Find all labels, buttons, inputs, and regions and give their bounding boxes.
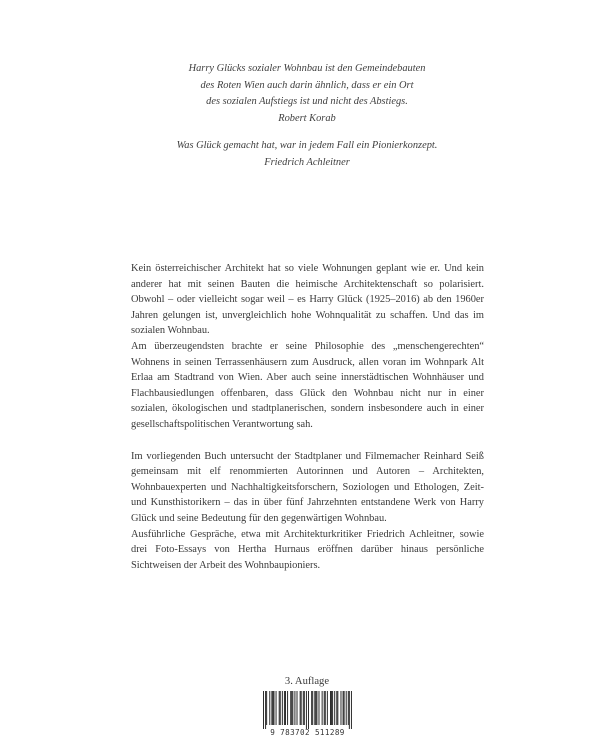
barcode-bar — [343, 691, 344, 725]
barcode-bar — [292, 691, 293, 725]
barcode-bar — [285, 691, 286, 725]
barcode-bar — [308, 691, 309, 729]
barcode-bar — [273, 691, 274, 725]
barcode-bar — [282, 691, 283, 725]
barcode-bar — [311, 691, 312, 725]
barcode-bar — [336, 691, 337, 725]
barcode-bar — [272, 691, 273, 725]
barcode-bar — [337, 691, 338, 725]
barcode-bar — [348, 691, 349, 725]
barcode-bar — [301, 691, 302, 725]
barcode-bar — [332, 691, 333, 725]
barcode-bar — [322, 691, 323, 725]
quote — [112, 61, 502, 127]
quote-spacer — [112, 127, 502, 138]
edition-label: 3. Auflage — [284, 676, 330, 687]
barcode-bar — [280, 691, 281, 725]
barcode-bar — [327, 691, 328, 725]
barcode-bar — [287, 691, 288, 725]
barcode-bar — [265, 691, 266, 729]
barcode-bar — [344, 691, 345, 725]
barcode-bar — [312, 691, 313, 725]
barcode-bar — [269, 691, 270, 725]
isbn-barcode — [263, 691, 352, 739]
quote-author: Friedrich Achleitner — [264, 156, 350, 168]
barcode-bar — [279, 691, 280, 725]
paragraph-gap — [131, 433, 484, 449]
blurb-paragraph: Ausführliche Gespräche, etwa mit Architekturkritiker Friedrich Achleitner, sowie drei Foto-Essays von Hertha Hurnaus eröffnen darüber hinaus persönliche Sichtweisen der Arbeit des Wohnbaupioniers. — [131, 528, 484, 571]
barcode-bar — [351, 691, 352, 729]
quote-line: des Roten Wien auch darin ähnlich, dass er ein Ort — [200, 79, 414, 91]
barcode-bar — [340, 691, 341, 725]
barcode-bar — [334, 691, 335, 725]
quote-line: des sozialen Aufstiegs ist und nicht des Abstiegs. — [206, 96, 408, 107]
barcode-bar — [349, 691, 350, 729]
barcode-bar — [318, 691, 319, 725]
barcode-bar — [306, 691, 307, 729]
quotes-block — [112, 61, 502, 171]
barcode-bar — [276, 691, 277, 725]
barcode-bar — [303, 691, 304, 725]
barcode-icon — [263, 691, 352, 729]
quote-author: Robert Korab — [278, 112, 336, 124]
barcode-bar — [271, 691, 272, 725]
quote-line: Was Glück gemacht hat, war in jedem Fall ein Pionierkonzept. — [176, 140, 438, 151]
barcode-bar — [290, 691, 291, 725]
barcode-bar — [297, 691, 298, 725]
barcode-bar — [300, 691, 301, 725]
blurb-text — [131, 261, 484, 573]
barcode-bar — [324, 691, 325, 725]
barcode-bar — [315, 691, 316, 725]
quote — [112, 138, 502, 171]
blurb-paragraph: Im vorliegenden Buch untersucht der Stadtplaner und Filmemacher Reinhard Seiß gemeinsam mit elf renommierten Autorinnen und Autoren – Architekten, Wohnbauexperten und Nachhaltigkeitsforschern, Soziologen und Ethologen, Zeit- und Kunsthistorikern – das in über fünf Jahrzehnten entstandene Werk von Harry Glück und seine Bedeutung für den gegenwärtigen Wohnbau. — [131, 450, 484, 524]
barcode-bar — [316, 691, 317, 725]
barcode-bar — [284, 691, 285, 725]
barcode-bar — [291, 691, 292, 725]
quote-line: Harry Glücks sozialer Wohnbau ist den Gemeindebauten — [188, 63, 426, 74]
barcode-bar — [314, 691, 315, 725]
barcode-bar — [294, 691, 295, 725]
barcode-bar — [263, 691, 264, 729]
barcode-bar — [330, 691, 331, 725]
blurb-paragraph: Am überzeugendsten brachte er seine Philosophie des „menschengerechten“ Wohnens in seinen Terrassenhäusern zum Ausdruck, allen voran im Wohnpark Alt Erlaa am Stadtrand von Wien. Aber auch seine innerstädtischen Wohnhäuser und Flachbausiedlungen offenbaren, dass Glück den Wohnbau nicht nur in einer sozialen, ökologischen und stadtplanerischen, sondern insbesondere auch in einer gesellschaftspolitischen Verantwortung sah. — [131, 340, 484, 430]
barcode-bar — [346, 691, 347, 725]
barcode-bar — [331, 691, 332, 725]
barcode-bar — [266, 691, 267, 725]
blurb-paragraph: Kein österreichischer Architekt hat so viele Wohnungen geplant wie er. Und kein anderer hat mit seinen Bauten die heimische Architektenschaft so polarisiert. Obwohl – oder vielleicht sogar weil – es Harry Glück (1925–2016) ab den 1960er Jahren gelungen ist, unvergleichlich hohe Wohnqualität zu schaffen. Und das im sozialen Wohnbau. — [131, 263, 484, 337]
barcode-bar — [325, 691, 326, 725]
barcode-bar — [304, 691, 305, 725]
barcode-digits: 9 783702 511289 — [270, 728, 345, 737]
